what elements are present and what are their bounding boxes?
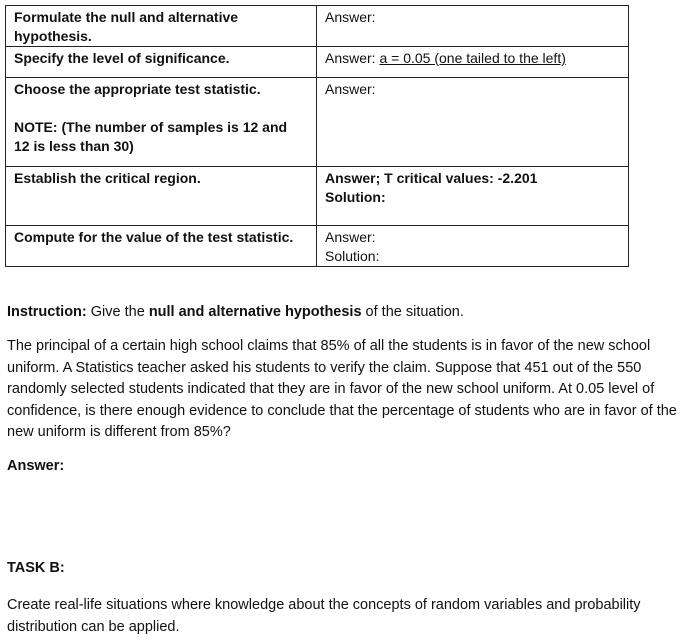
table-row <box>6 47 629 78</box>
answer-label: Answer: <box>7 458 65 474</box>
step-label <box>6 78 317 167</box>
table-row <box>6 226 629 267</box>
table-row <box>6 167 629 226</box>
answer-prefix: Answer: <box>325 81 376 97</box>
sample-note-line-2: 12 is less than 30) <box>14 138 134 154</box>
task-b-description: Create real-life situations where knowledge about the concepts of random variables and probability distribution can be applied. <box>7 597 641 635</box>
hypothesis-steps-table <box>5 5 629 267</box>
hypothesis-steps-table-container <box>5 5 628 267</box>
answer-cell <box>317 226 629 267</box>
answer-cell <box>317 6 629 47</box>
instruction-text-before: Give the <box>86 304 149 320</box>
answer-prefix: Answer: <box>325 9 376 25</box>
table-row <box>6 6 629 47</box>
step-label: Formulate the null and alternative hypothesis. <box>6 6 317 47</box>
step-label: Compute for the value of the test statistic. <box>6 226 317 267</box>
instruction-paragraph <box>7 302 687 324</box>
instruction-bold-phrase: null and alternative hypothesis <box>148 304 362 320</box>
table-row <box>6 78 629 167</box>
answer-prefix: Answer: <box>325 50 376 66</box>
significance-level-value: a = 0.05 (one tailed to the left) <box>379 50 566 66</box>
spacer <box>14 99 308 118</box>
instruction-text-after: of the situation. <box>361 304 464 320</box>
answer-cell <box>317 47 629 78</box>
step-label-text: Choose the appropriate test statistic. <box>14 81 261 97</box>
solution-label: Solution: <box>325 248 380 264</box>
solution-label: Solution: <box>325 189 386 205</box>
sample-note-line-1: NOTE: (The number of samples is 12 and <box>14 119 288 135</box>
answer-cell <box>317 78 629 167</box>
step-label: Specify the level of significance. <box>6 47 317 78</box>
step-label: Establish the critical region. <box>6 167 317 226</box>
answer-prefix: Answer: <box>325 229 376 245</box>
problem-statement: The principal of a certain high school claims that 85% of all the students is in favor of the new school uniform. A Statistics teacher asked his students to verify the claim. Suppose that 451 out of the 550 randomly selected students indicated that they are in favor of the new school uniform. At 0.05 level of confidence, is there enough evidence to conclude that the percentage of students who are in favor of the new uniform is different from 85%? <box>7 338 677 440</box>
answer-cell <box>317 167 629 226</box>
instruction-label: Instruction: <box>7 304 87 320</box>
critical-values-answer: Answer; T critical values: -2.201 <box>325 170 538 186</box>
task-b-heading: TASK B: <box>7 560 65 576</box>
